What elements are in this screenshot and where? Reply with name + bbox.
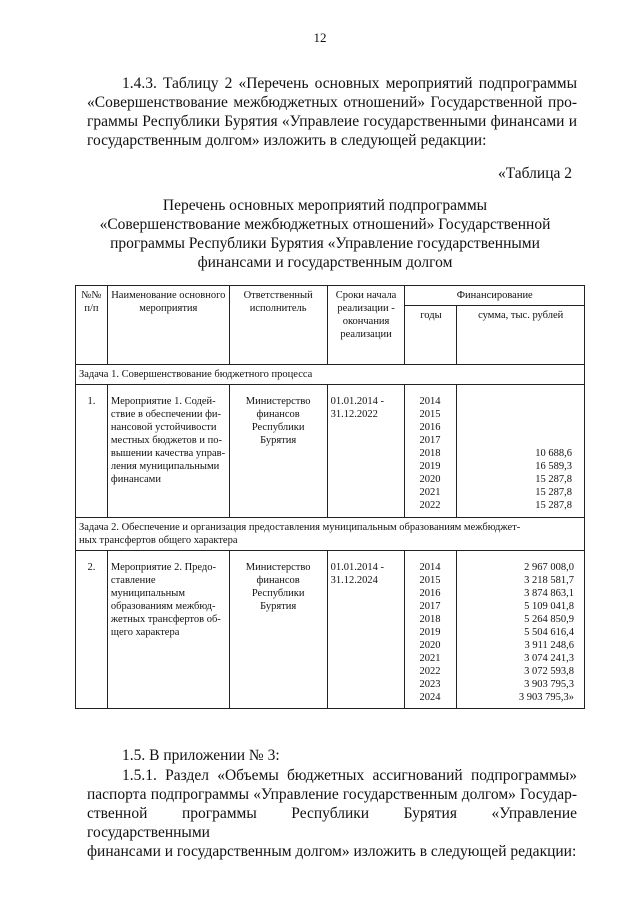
year: 2020 <box>419 474 441 485</box>
year: 2024 <box>419 692 441 703</box>
sum: 3 074 241,3 <box>524 653 574 664</box>
table-row <box>76 551 585 709</box>
row2-resp-line: Республики <box>251 588 305 599</box>
sum: 15 287,8 <box>535 487 572 498</box>
row2-name-line: образованиям межбюд- <box>110 601 216 612</box>
row1-resp-line: Министерство <box>245 396 311 407</box>
header-terms: Сроки начала реализации - окончания реализации <box>327 286 405 365</box>
row1-name <box>107 385 229 518</box>
measures-table <box>75 285 585 709</box>
outro-line: паспорта подпрограммы «Управление государственным долгом» Государ- <box>87 786 577 803</box>
intro-line: государственным долгом» изложить в следующей редакции: <box>87 132 487 149</box>
year: 2016 <box>419 422 441 433</box>
task-row <box>76 518 585 551</box>
sum: 3 072 593,8 <box>524 666 574 677</box>
sum: 5 504 616,4 <box>524 627 574 638</box>
page-number: 12 <box>313 30 327 45</box>
row2-resp-line: финансов <box>256 575 300 586</box>
sum: 2 967 008,0 <box>524 562 574 573</box>
row1-resp-line: Республики <box>251 422 305 433</box>
sum <box>460 421 572 434</box>
row2-resp-line: Министерство <box>245 562 311 573</box>
year: 2016 <box>419 588 441 599</box>
outro-line: 1.5.1. Раздел «Объемы бюджетных ассигнований подпрограммы» <box>122 767 577 784</box>
year: 2017 <box>419 601 441 612</box>
row2-resp-line: Бурятия <box>260 601 297 612</box>
year: 2015 <box>419 575 441 586</box>
intro-line: «Совершенствование межбюджетных отношений» Государственной про- <box>87 94 577 111</box>
sum: 10 688,6 <box>535 448 572 459</box>
row1-years <box>405 385 457 518</box>
intro-paragraph <box>87 74 577 150</box>
row1-name-line: нансовой устойчивости <box>110 422 217 433</box>
row1-name-line: вышении качества управ- <box>110 448 226 459</box>
row1-terms-line: 01.01.2014 - <box>330 396 384 407</box>
outro-line: финансами и государственным долгом» изложить в следующей редакции: <box>87 843 577 860</box>
year: 2022 <box>419 500 441 511</box>
row2-name-line: жетных трансфертов об- <box>110 614 221 625</box>
table-title-line: Перечень основных мероприятий подпрограммы <box>162 197 488 214</box>
row1-name-line: ления муниципальными <box>110 461 220 472</box>
row2-num: 2. <box>76 551 108 709</box>
sum: 3 903 795,3» <box>518 692 574 703</box>
table-header-row <box>76 286 585 306</box>
table-label: «Таблица 2 <box>497 165 572 182</box>
year: 2014 <box>419 396 441 407</box>
intro-line: граммы Республики Бурятия «Управлеие государственными финансами и <box>87 113 577 130</box>
year: 2015 <box>419 409 441 420</box>
row1-terms-line: 31.12.2022 <box>330 409 378 420</box>
sum: 5 264 850,9 <box>524 614 574 625</box>
task-2-line: ных трансфертов общего характера <box>79 535 238 546</box>
task-2 <box>76 518 585 551</box>
task-1: Задача 1. Совершенствование бюджетного процесса <box>76 365 585 385</box>
sum <box>460 408 572 421</box>
row1-name-line: финансами <box>110 474 161 485</box>
sum: 3 218 581,7 <box>524 575 574 586</box>
row2-terms-line: 01.01.2014 - <box>330 562 384 573</box>
row1-terms <box>327 385 405 518</box>
row1-name-line: ствие в обеспечении фи- <box>110 409 221 420</box>
row2-name-line: ставление муниципальным <box>110 575 185 599</box>
row2-responsible <box>229 551 327 709</box>
header-name: Наименование основного мероприятия <box>107 286 229 365</box>
row1-responsible <box>229 385 327 518</box>
year: 2023 <box>419 679 441 690</box>
year: 2019 <box>419 461 441 472</box>
year: 2021 <box>419 487 441 498</box>
sum: 3 911 248,6 <box>524 640 574 651</box>
table-title <box>60 196 590 272</box>
row2-name-line: Мероприятие 2. Предо- <box>110 562 217 573</box>
header-sum: сумма, тыс. рублей <box>457 306 585 365</box>
section-heading: 1.5. В приложении № 3: <box>122 747 280 764</box>
year: 2020 <box>419 640 441 651</box>
row1-num: 1. <box>76 385 108 518</box>
row1-sums <box>457 385 585 518</box>
table-row <box>76 385 585 518</box>
task-row <box>76 365 585 385</box>
year: 2014 <box>419 562 441 573</box>
header-num: №№ п/п <box>76 286 108 365</box>
row1-name-line: Мероприятие 1. Содей- <box>110 396 216 407</box>
table-title-line: финансами и государственным долгом <box>197 254 453 271</box>
sum: 3 903 795,3 <box>524 679 574 690</box>
row2-terms-line: 31.12.2024 <box>330 575 378 586</box>
sum: 15 287,8 <box>535 500 572 511</box>
year: 2018 <box>419 448 441 459</box>
sum <box>460 434 572 447</box>
header-responsible: Ответственный исполнитель <box>229 286 327 365</box>
row1-resp-line: финансов <box>256 409 300 420</box>
row2-years <box>405 551 457 709</box>
header-financing: Финансирование <box>405 286 585 306</box>
row2-name <box>107 551 229 709</box>
header-years: годы <box>405 306 457 365</box>
sum: 16 589,3 <box>535 461 572 472</box>
row1-resp-line: Бурятия <box>260 435 297 446</box>
outro-paragraph <box>87 766 577 861</box>
row2-sums <box>457 551 585 709</box>
year: 2021 <box>419 653 441 664</box>
table-title-line: программы Республики Бурятия «Управление государственными <box>110 235 540 252</box>
sum: 15 287,8 <box>535 474 572 485</box>
sum <box>460 395 572 408</box>
row2-name-line: щего характера <box>110 627 180 638</box>
row2-terms <box>327 551 405 709</box>
row1-name-line: местных бюджетов и по- <box>110 435 222 446</box>
year: 2017 <box>419 435 441 446</box>
task-2-line: Задача 2. Обеспечение и организация предоставления муниципальным образованиям межбюджет- <box>79 522 521 533</box>
outro-line: ственной программы Республики Бурятия «Управление государственными <box>87 805 577 841</box>
year: 2022 <box>419 666 441 677</box>
intro-line: 1.4.3. Таблицу 2 «Перечень основных мероприятий подпрограммы <box>122 75 577 92</box>
table-title-line: «Совершенствование межбюджетных отношений» Государственной <box>99 216 551 233</box>
year: 2019 <box>419 627 441 638</box>
year: 2018 <box>419 614 441 625</box>
sum: 3 874 863,1 <box>524 588 574 599</box>
sum: 5 109 041,8 <box>524 601 574 612</box>
